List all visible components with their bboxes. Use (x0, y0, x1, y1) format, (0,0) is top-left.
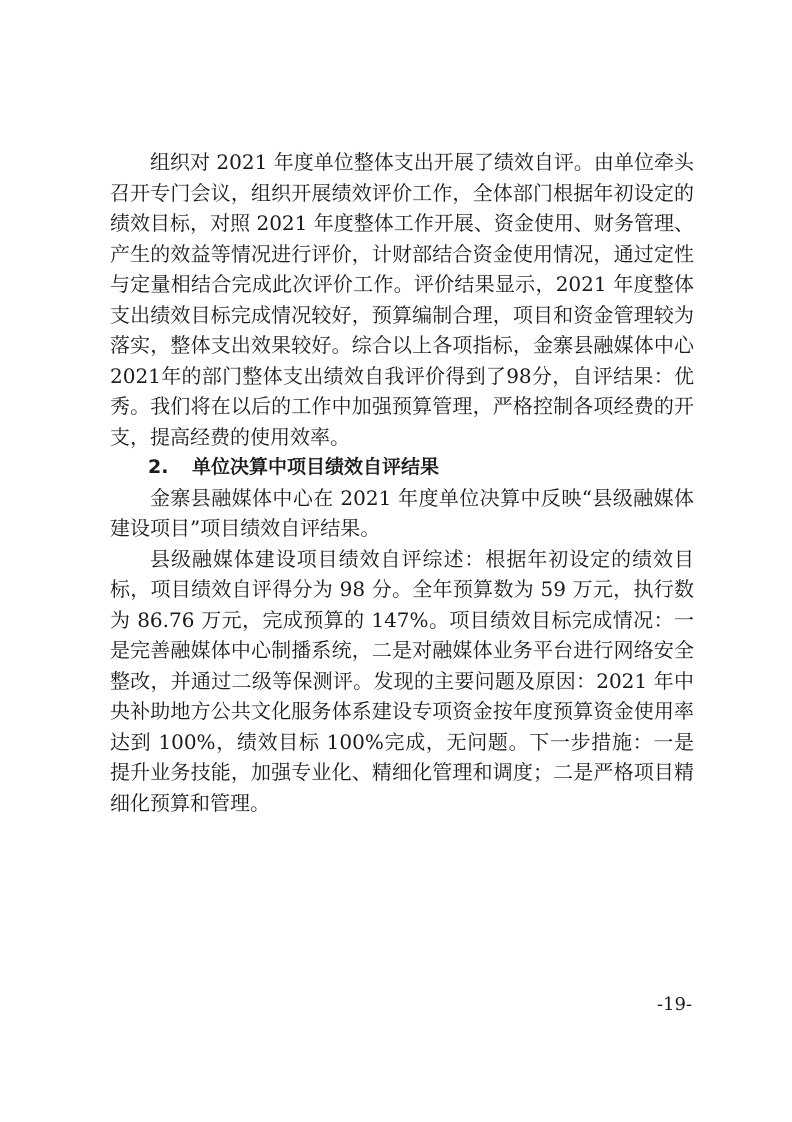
section-title: 单位决算中项目绩效自评结果 (192, 456, 440, 478)
body-paragraph: 金寨县融媒体中心在 2021 年度单位决算中反映“县级融媒体建设项目”项目绩效自评结果。 (110, 485, 694, 540)
section-number: 2. (148, 456, 169, 478)
page-body (110, 147, 694, 818)
body-paragraph: 县级融媒体建设项目绩效自评综述：根据年初设定的绩效目标，项目绩效自评得分为 98 分。全年预算数为 59 万元，执行数为 86.76 万元，完成预算的 147%。项目绩效目标完成情况：一是完善融媒体中心制播系统，二是对融媒体业务平台进行网络安全整改，并通过二级等保测评。发现的主要问题及原因：2021 年中央补助地方公共文化服务体系建设专项资金按年度预算资金使用率达到 100%，绩效目标 100%完成，无问题。下一步措施：一是提升业务技能，加强专业化、精细化管理和调度；二是严格项目精细化预算和管理。 (110, 546, 694, 815)
section-heading (110, 452, 694, 483)
body-paragraph: 组织对 2021 年度单位整体支出开展了绩效自评。由单位牵头召开专门会议，组织开展绩效评价工作，全体部门根据年初设定的绩效目标，对照 2021 年度整体工作开展、资金使用、财务管理、产生的效益等情况进行评价，计财部结合资金使用情况，通过定性与定量相结合完成此次评价工作。评价结果显示，2021 年度整体支出绩效目标完成情况较好，预算编制合理，项目和资金管理较为落实，整体支出效果较好。综合以上各项指标，金寨县融媒体中心2021年的部门整体支出绩效自我评价得到了98分，自评结果：优秀。我们将在以后的工作中加强预算管理，严格控制各项经费的开支，提高经费的使用效率。 (110, 150, 694, 449)
page-number: -19- (656, 994, 692, 1015)
